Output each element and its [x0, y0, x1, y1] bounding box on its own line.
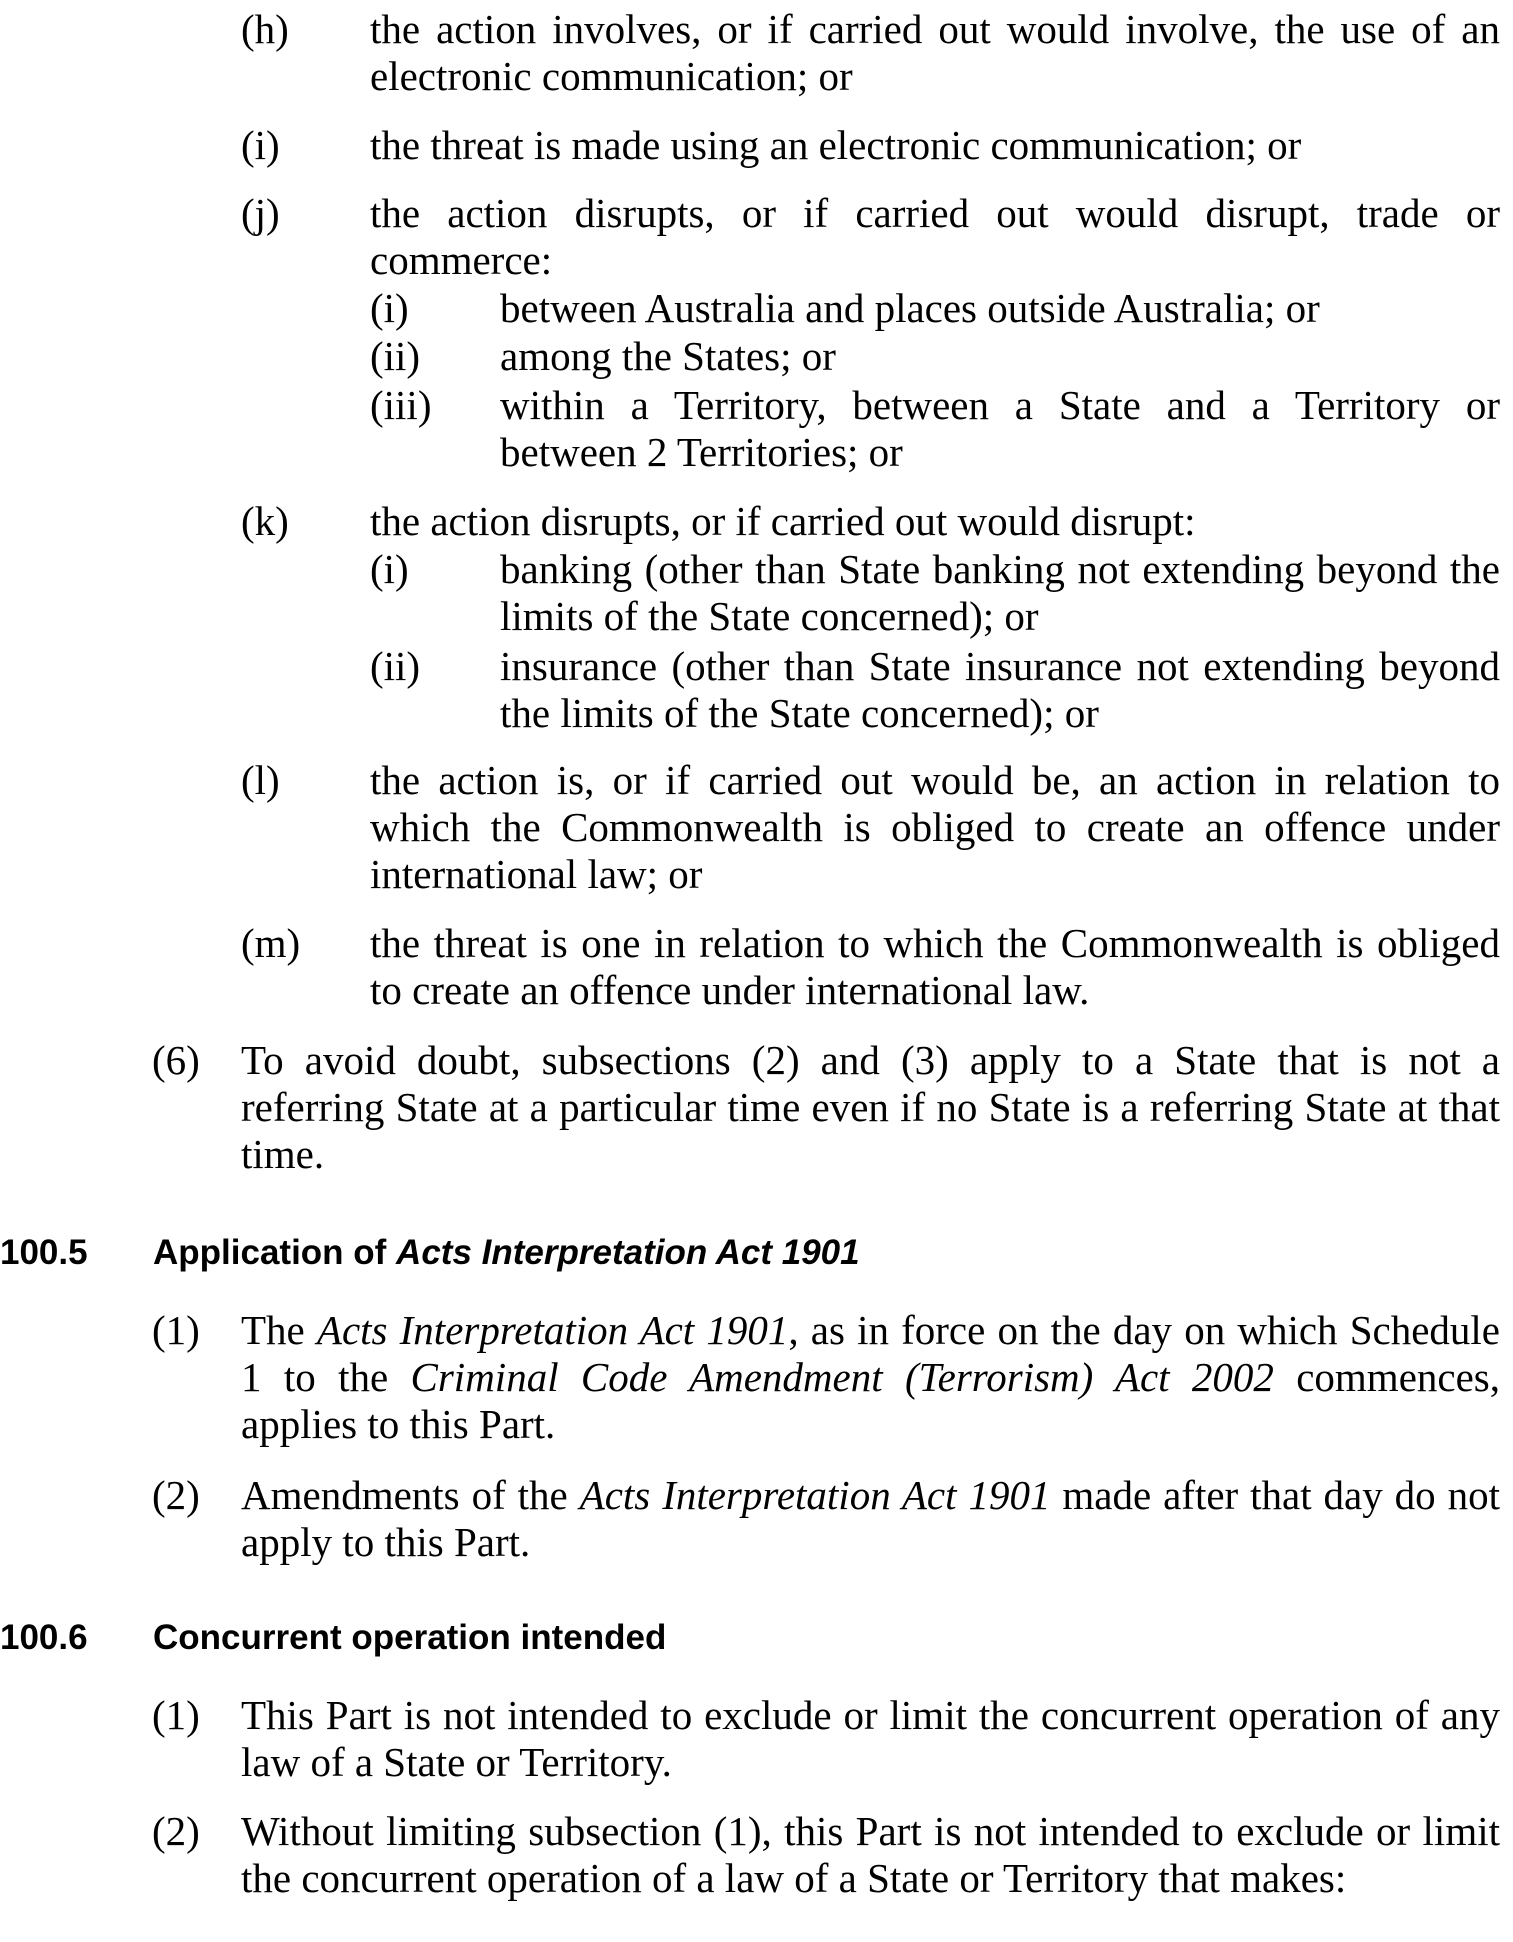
paragraph-label: (h) — [241, 6, 289, 52]
section-number: 100.5 — [0, 1233, 88, 1272]
subsection-text: The Acts Interpretation Act 1901, as in force on the day on which Schedule 1 to the Criminal Code Amendment (Terrorism) Act 2002 commences, applies to this Part. — [241, 1307, 1501, 1447]
subparagraph-text: between Australia and places outside Australia; or — [500, 285, 1320, 331]
paragraph-label: (l) — [241, 757, 280, 803]
paragraph-label: (i) — [241, 122, 280, 168]
paragraph-text: the threat is made using an electronic communication; or — [370, 122, 1302, 168]
subsection-text: This Part is not intended to exclude or limit the concurrent operation of any law of a State or Territory. — [241, 1692, 1500, 1785]
subsection-label: (1) — [152, 1307, 200, 1353]
section-title — [153, 1232, 860, 1274]
subsection-text: Amendments of the Acts Interpretation Act 1901 made after that day do not apply to this Part. — [241, 1472, 1500, 1565]
paragraph-text: the action disrupts, or if carried out would disrupt: — [370, 498, 1196, 544]
subparagraph-label: (iii) — [370, 382, 432, 428]
subparagraph-label: (i) — [370, 285, 409, 331]
subsection-text: Without limiting subsection (1), this Part is not intended to exclude or limit the concurrent operation of a law of a State or Territory that makes: — [241, 1808, 1500, 1901]
paragraph-text: the action disrupts, or if carried out would disrupt, trade or commerce: — [370, 190, 1500, 283]
subsection-text: To avoid doubt, subsections (2) and (3) apply to a State that is not a referring State at a particular time even if no State is a referring State at that time. — [241, 1037, 1500, 1177]
paragraph-label: (m) — [241, 920, 301, 966]
section-heading-100-6 — [0, 1617, 1513, 1659]
paragraph-label: (k) — [241, 498, 289, 544]
subparagraph-text: banking (other than State banking not extending beyond the limits of the State concerned); or — [500, 546, 1500, 639]
section-title: Concurrent operation intended — [153, 1618, 667, 1657]
subparagraph-label: (ii) — [370, 333, 421, 379]
section-heading-100-5 — [0, 1232, 1513, 1274]
section-title-italic: Acts Interpretation Act 1901 — [396, 1233, 860, 1272]
subparagraph-text: among the States; or — [500, 333, 836, 379]
paragraph-text: the action is, or if carried out would be, an action in relation to which the Commonwealth is obliged to create an offence under international law; or — [370, 757, 1500, 897]
subsection-label: (6) — [152, 1037, 200, 1083]
subparagraph-label: (i) — [370, 546, 409, 592]
section-title-text: Application of — [153, 1233, 397, 1272]
subparagraph-text: insurance (other than State insurance not extending beyond the limits of the State concerned); or — [500, 643, 1500, 736]
paragraph-text: the threat is one in relation to which the Commonwealth is obliged to create an offence under international law. — [370, 920, 1500, 1013]
subsection-label: (2) — [152, 1808, 200, 1854]
subsection-label: (1) — [152, 1692, 200, 1738]
subsection-label: (2) — [152, 1472, 200, 1518]
subparagraph-text: within a Territory, between a State and a Territory or between 2 Territories; or — [500, 382, 1500, 475]
paragraph-text: the action involves, or if carried out would involve, the use of an electronic communication; or — [370, 6, 1500, 99]
paragraph-label: (j) — [241, 190, 280, 236]
section-number: 100.6 — [0, 1618, 88, 1657]
subparagraph-label: (ii) — [370, 643, 421, 689]
